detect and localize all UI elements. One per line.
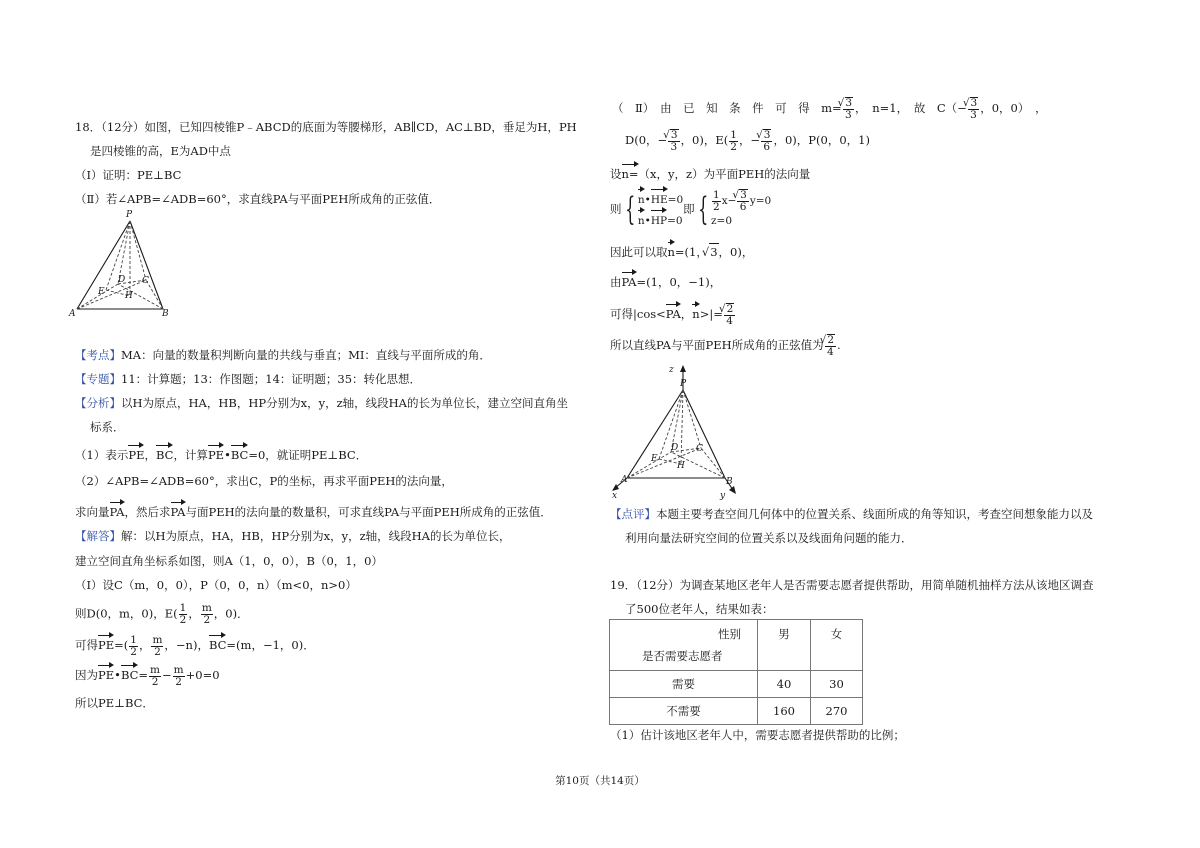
ke-4: =(m，−1，0)．: [226, 638, 315, 652]
step1: [75, 444, 367, 463]
header-male: 男: [758, 620, 811, 671]
frac-sqrt3-6b: √ $\frac{3}{6}$: [737, 189, 748, 213]
label-E: E: [98, 287, 105, 297]
coord-line: 建立空间直角坐标系如图，则A（1，0，0），B（0，1，0）: [75, 554, 383, 568]
frac-m-2b: $\frac{m}{2}$: [152, 633, 163, 658]
step1-d: =0，就证明PE⊥BC．: [248, 448, 368, 462]
r-d-b: ，0)，E(: [680, 133, 729, 147]
label2-D: D: [671, 443, 679, 453]
step1-c: ，计算: [173, 448, 208, 462]
fenxi-text: 以H为原点，HA，HB，HP分别为x，y，z轴，线段HA的长为单位长，建立空间直角坐: [121, 396, 568, 410]
header-need: 是否需要志愿者: [642, 649, 723, 663]
vec-pe: PE: [128, 444, 144, 463]
r-p2-c: ，0，0） ，: [980, 101, 1047, 115]
fenxi: [75, 395, 568, 411]
vec-hp: HP: [651, 209, 667, 230]
r-pa: [610, 271, 721, 290]
r-d: D(0，− √ $\frac{3}{3}$ ，0)，E( $\frac{1}{2}$ ，− √ $\frac{3}{6}$ ，0)，P(0，0，1): [625, 129, 870, 153]
frac-sqrt3-6: √ $\frac{3}{6}$: [761, 129, 772, 153]
vec-n-1: n: [638, 188, 645, 209]
r-pa-a: 由: [610, 275, 622, 289]
r-take: [610, 241, 753, 260]
kaodian: [75, 347, 491, 363]
because-text: 因为: [75, 668, 98, 682]
r-take-a: 因此可以取: [610, 245, 668, 259]
frac-1-2e: $\frac{1}{2}$: [730, 128, 737, 153]
frac-1-2b: $\frac{1}{2}$: [130, 633, 137, 658]
vec-n-2: n: [638, 209, 645, 230]
part1-set: （Ⅰ）设C（m，0，0），P（0，0，n）（m<0，n>0）: [75, 578, 357, 592]
dot: •: [224, 448, 231, 462]
fenxi-tag: 【分析】: [75, 396, 121, 410]
step3: [75, 501, 552, 520]
cell-need-male: 40: [758, 671, 811, 698]
r-d-a: D(0，: [625, 133, 658, 147]
sqrt3: √ 3: [709, 243, 719, 260]
r-eqs: $\frac{1}{2}$ x− √ $\frac{3}{6}$ y=0 z=0: [711, 189, 771, 229]
q19-title-cont: 了500位老年人，结果如表：: [625, 602, 774, 616]
brace-left-2: {: [697, 190, 708, 228]
q18-part2: （Ⅱ）若∠APB=∠ADB=60°，求直线PA与平面PEH所成角的正弦值．: [75, 192, 441, 206]
vec-pe-3: PE: [98, 634, 114, 653]
part1-ke: 可得PE=( $\frac{1}{2}$ ， $\frac{m}{2}$ ，−n)，BC=(m，−1，0)．: [75, 633, 315, 658]
r-final-a: 所以直线PA与平面PEH所成角的正弦值为: [610, 338, 824, 352]
vec-n: n=: [622, 163, 639, 182]
zhuanti-tag: 【专题】: [75, 372, 121, 386]
then-end: ，0)．: [213, 606, 249, 621]
r-set-a: 设: [610, 167, 622, 181]
ke-3: ，−n)，: [164, 638, 209, 652]
vec-bc-2: BC: [231, 444, 248, 463]
r-sys-eqs: n•HE=0 n•HP=0: [638, 188, 683, 230]
r-cos: [610, 303, 736, 327]
label-P: P: [126, 210, 133, 220]
step3-b: ，然后求: [124, 505, 171, 519]
dianping: [610, 506, 1093, 522]
header-diagonal-cell: [610, 620, 758, 671]
vec-he: HE: [651, 188, 668, 209]
page-footer: 第10页（共14页）: [555, 775, 645, 787]
r-system: [610, 188, 771, 230]
dianping-cont: 利用向量法研究空间的位置关系以及线面角问题的能力．: [625, 531, 913, 545]
axis-y: y: [720, 491, 726, 500]
step1-b: ，: [144, 448, 156, 462]
r-take-b: =(1，: [674, 245, 708, 259]
then-text: 则D(0，m，0)，E(: [75, 606, 178, 621]
step2: （2）∠APB=∠ADB=60°，求出C，P的坐标，再求平面PEH的法向量，: [75, 474, 453, 488]
part1-because: 因为PE•BC= $\frac{m}{2}$ − $\frac{m}{2}$ +0=0: [75, 663, 220, 688]
frac-sqrt2-4b: √ $\frac{2}{4}$: [825, 334, 836, 358]
cell-noneed-female: 270: [811, 698, 863, 725]
vec-n-4: n: [692, 303, 699, 322]
survey-table: [609, 619, 863, 725]
dianping-text: 本题主要考查空间几何体中的位置关系、线面所成的角等知识，考查空间想象能力以及: [656, 507, 1093, 521]
label-D: D: [118, 275, 126, 285]
vec-bc-3: BC: [209, 634, 226, 653]
pyramid-axes-figure: [607, 360, 747, 500]
q19-title: 19．（12分）为调查某地区老年人是否需要志愿者提供帮助，用简单随机抽样方法从该地区调查: [610, 578, 1094, 592]
r-part2: （ Ⅱ） 由 已 知 条 件 可 得 m= √ $\frac{3}{3}$ ， n=1， 故 C（− √ $\frac{3}{3}$ ，0，0） ，: [612, 97, 1047, 121]
vec-bc-4: BC: [121, 664, 138, 683]
axis-x: x: [612, 491, 618, 500]
header-female: 女: [811, 620, 863, 671]
table-header-row: [610, 620, 863, 671]
label2-P: P: [680, 379, 687, 389]
label2-E: E: [651, 454, 658, 464]
q18-title: 18．（12分）如图，已知四棱锥P﹣ABCD的底面为等腰梯形，AB∥CD，AC⊥BD，垂足为H，PH: [75, 120, 577, 134]
r-cos-b: ，: [680, 307, 693, 321]
part1-so: 所以PE⊥BC．: [75, 696, 154, 710]
q18-title-cont: 是四棱锥的高，E为AD中点: [90, 144, 231, 158]
label-C: C: [142, 276, 149, 286]
r-take-c: ，0)，: [718, 245, 754, 259]
frac-m-2c: $\frac{m}{2}$: [150, 663, 161, 688]
r-ji: 即: [683, 202, 695, 216]
brace-left: {: [624, 190, 635, 228]
cell-need-female: 30: [811, 671, 863, 698]
r-final: 所以直线PA与平面PEH所成角的正弦值为 √ $\frac{2}{4}$ .: [610, 334, 841, 358]
vec-pe-2: PE: [208, 444, 224, 463]
vec-bc: BC: [156, 444, 173, 463]
r-cos-a: 可得|cos<: [610, 307, 666, 321]
r-set: [610, 163, 810, 182]
frac-m-2d: $\frac{m}{2}$: [173, 663, 184, 688]
label-B: B: [162, 309, 169, 318]
because-2: +0=0: [185, 668, 220, 682]
label-H: H: [125, 291, 133, 301]
r-p2-b: ， n=1， 故 C（: [855, 101, 958, 115]
frac-sqrt3-3b: √ $\frac{3}{3}$: [968, 97, 979, 121]
label2-A: A: [621, 475, 628, 485]
ke-eq: =(: [114, 638, 129, 652]
table-row: [610, 698, 863, 725]
fenxi-cont: 标系．: [90, 420, 125, 434]
step3-a: 求向量: [75, 505, 110, 519]
label2-B: B: [726, 477, 733, 487]
ke-text: 可得: [75, 638, 98, 652]
jieda: [75, 528, 510, 544]
jieda-text: 解：以H为原点，HA，HB，HP分别为x，y，z轴，线段HA的长为单位长，: [121, 529, 511, 543]
row-label-need: 需要: [610, 671, 758, 698]
vec-pa-3: PA: [622, 271, 637, 290]
vec-pe-4: PE: [98, 664, 114, 683]
zhuanti-text: 11：计算题；13：作图题；14：证明题；35：转化思想．: [121, 372, 422, 386]
step1-a: （1）表示: [75, 448, 129, 462]
frac-sqrt3-3c: √ $\frac{3}{3}$: [668, 129, 679, 153]
vec-pa-2: PA: [171, 501, 186, 520]
jieda-tag: 【解答】: [75, 529, 121, 543]
table-row: [610, 671, 863, 698]
frac-m-2: $\frac{m}{2}$: [201, 602, 212, 626]
label2-H: H: [677, 461, 685, 471]
vec-pa-4: PA: [666, 303, 681, 322]
header-gender: 性别: [718, 627, 741, 641]
dot-2: •: [114, 668, 121, 682]
zhuanti: [75, 371, 421, 387]
r-set-b: （x，y，z）为平面PEH的法向量: [638, 167, 811, 181]
pyramid-figure: [68, 206, 178, 318]
kaodian-text: MA：向量的数量积判断向量的共线与垂直；MI：直线与平面所成的角．: [121, 348, 491, 362]
vec-n-3: n: [668, 241, 675, 260]
frac-1-2: $\frac{1}{2}$: [179, 602, 187, 626]
vec-pa: PA: [110, 501, 125, 520]
label2-C: C: [696, 444, 703, 454]
cell-noneed-male: 160: [758, 698, 811, 725]
r-cos-c: >|=: [699, 307, 723, 321]
r-pa-b: =(1，0，−1)，: [636, 275, 722, 289]
frac-sqrt2-4: √ $\frac{2}{4}$: [724, 303, 735, 327]
dianping-tag: 【点评】: [610, 507, 656, 521]
r-then: 则: [610, 202, 622, 216]
row-label-noneed: 不需要: [610, 698, 758, 725]
r-p2-a: （ Ⅱ） 由 已 知 条 件 可 得 m=: [612, 101, 842, 115]
q19-part1: （1）估计该地区老年人中，需要志愿者提供帮助的比例；: [610, 728, 905, 742]
r-d-c: ，0)，P(0，0，1): [773, 133, 870, 147]
part1-then: 则D(0，m，0)，E( $\frac{1}{2}$ ， $\frac{m}{2}$ ，0)．: [75, 602, 249, 626]
q18-part1: （Ⅰ）证明：PE⊥BC: [75, 168, 182, 182]
frac-1-2f: $\frac{1}{2}$: [713, 188, 720, 213]
axis-z: z: [669, 365, 674, 375]
label-A: A: [69, 309, 76, 318]
frac-sqrt3-3: √ $\frac{3}{3}$: [843, 97, 854, 121]
kaodian-tag: 【考点】: [75, 348, 121, 362]
step3-c: 与面PEH的法向量的数量积，可求直线PA与平面PEH所成角的正弦值．: [185, 505, 552, 519]
